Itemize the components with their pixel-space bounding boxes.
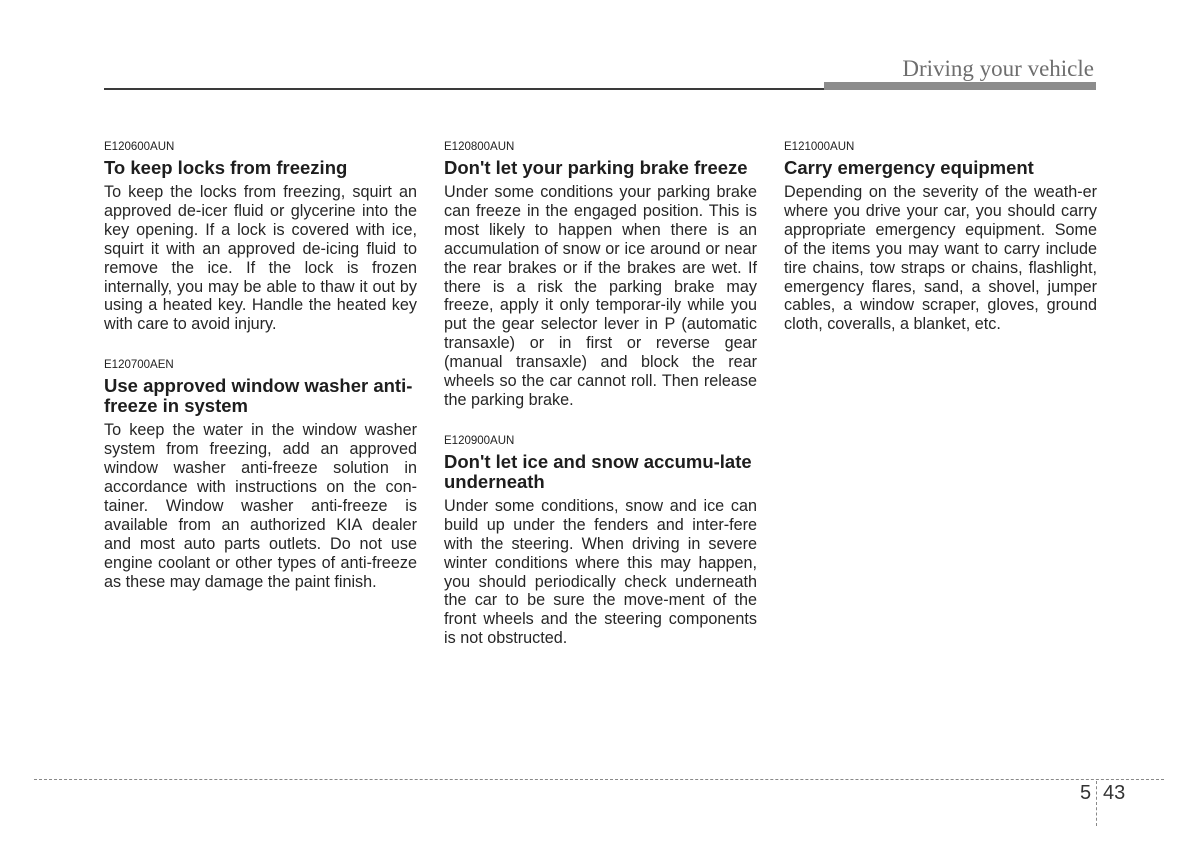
header-rule: [104, 88, 824, 90]
text-column-3: [784, 140, 1097, 358]
section-heading: Don't let ice and snow accumu-late underneath: [444, 450, 752, 492]
section-code: E120900AUN: [444, 434, 515, 447]
chapter-number: 5: [1080, 782, 1092, 804]
section-body: Depending on the severity of the weath-er where you drive your car, you should carry appropriate emergency equipment. Some of the items you may want to carry include tire chains, tow straps or chains, flashlight, emergency flares, sand, a shovel, jumper cables, a window scraper, gloves, ground cloth, coveralls, a blanket, etc.: [784, 183, 1097, 334]
section-heading: Don't let your parking brake freeze: [444, 157, 748, 178]
section-code: E120800AUN: [444, 141, 515, 153]
section-code: E120600AUN: [104, 141, 175, 153]
section-ice-snow: [444, 434, 757, 648]
page-number-separator: [1096, 781, 1097, 826]
section-body: To keep the locks from freezing, squirt an approved de-icer fluid or glycerine into the key opening. If a lock is covered with ice, squirt it with an approved de-icing fluid to remove the ice. If the lock is frozen internally, you may be able to thaw it out by using a heated key. Handle the heated key with care to avoid injury.: [104, 183, 417, 334]
section-washer: [104, 358, 417, 591]
header-rule-accent: [824, 82, 1096, 90]
section-code: E120700AEN: [104, 359, 174, 372]
section-parking-brake: [444, 140, 757, 410]
section-heading: Use approved window washer anti-freeze in system: [104, 375, 413, 417]
section-emergency-equipment: [784, 140, 1097, 334]
section-heading: Carry emergency equipment: [784, 157, 1034, 178]
text-column-2: [444, 140, 757, 672]
section-code: E121000AUN: [784, 141, 855, 153]
section-locks: [104, 140, 417, 334]
section-heading: To keep locks from freezing: [104, 157, 348, 178]
text-column-1: [104, 140, 417, 615]
page-header-title: Driving your vehicle: [902, 56, 1094, 81]
page-number: 43: [1103, 782, 1126, 804]
section-body: Under some conditions your parking brake can freeze in the engaged position. This is most likely to happen when there is an accumulation of snow or ice around or near the rear brakes or if the brakes are wet. If there is a risk the parking brake may freeze, apply it only temporar-ily while you put the gear selector lever in P (automatic transaxle) or in first or reverse gear (manual transaxle) and block the rear wheels so the car cannot roll. Then release the parking brake.: [444, 183, 757, 409]
section-body: Under some conditions, snow and ice can build up under the fenders and inter-fere with the steering. When driving in severe winter conditions where this may happen, you should periodically check underneath the car to be sure the move-ment of the front wheels and the steering components is not obstructed.: [444, 496, 757, 648]
section-body: To keep the water in the window washer system from freezing, add an approved window washer anti-freeze solution in accordance with instructions on the con-tainer. Window washer anti-freeze is available from an authorized KIA dealer and most auto parts outlets. Do not use engine coolant or other types of anti-freeze as these may damage the paint finish.: [104, 421, 417, 591]
footer-dashed-rule: [34, 779, 1164, 780]
